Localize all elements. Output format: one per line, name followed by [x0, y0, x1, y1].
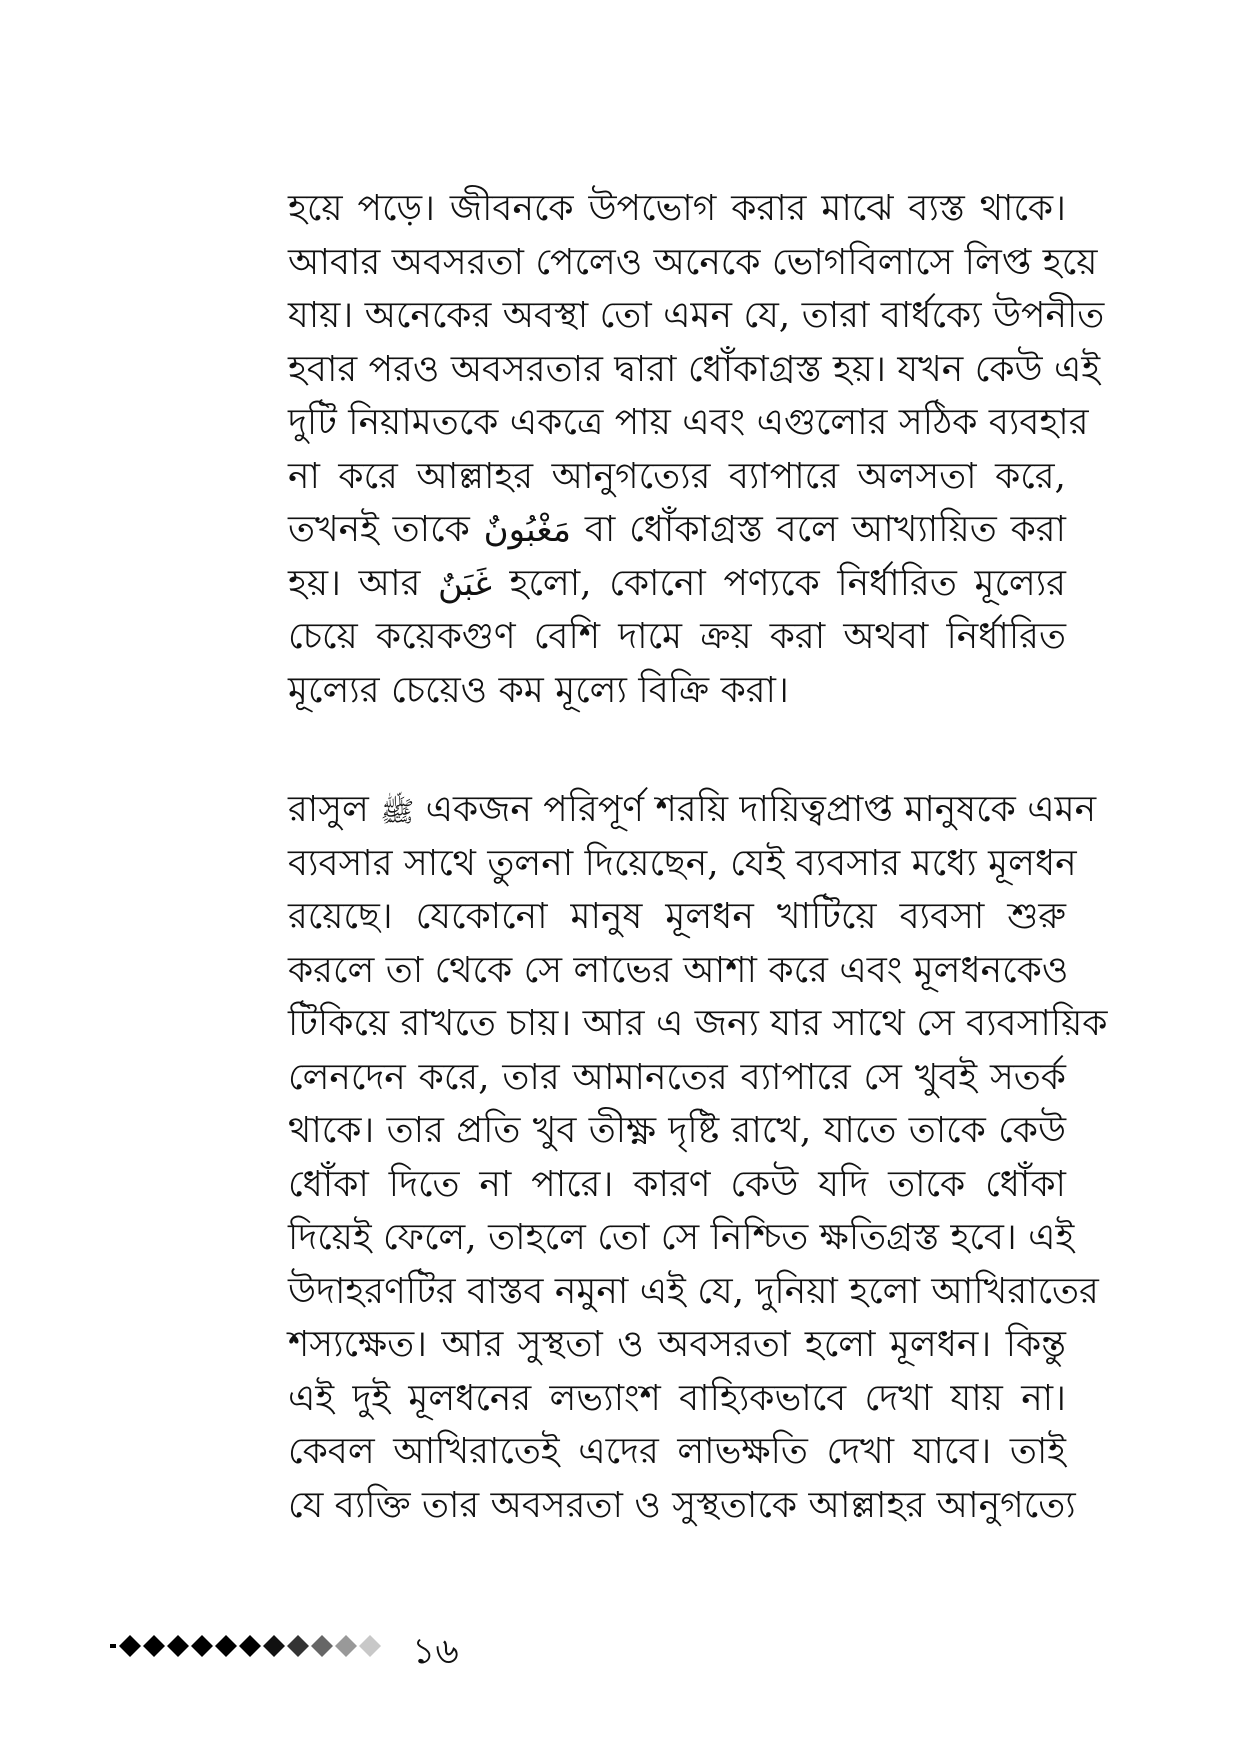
- ornament-diamond: [311, 1635, 333, 1657]
- text-line: না করে আল্লাহর আনুগত্যের ব্যাপারে অলসতা করে,: [288, 455, 1066, 497]
- text-line: টিকিয়ে রাখতে চায়। আর এ জন্য যার সাথে সে ব্যবসায়িক: [288, 1003, 1108, 1044]
- ornament-diamond: [335, 1635, 357, 1657]
- text-line: দিয়েই ফেলে, তাহলে তো সে নিশ্চিত ক্ষতিগ্রস্ত হবে। এই: [288, 1217, 1075, 1258]
- text-segment: বা ধোঁকাগ্রস্ত বলে আখ্যায়িত করা: [584, 509, 1066, 550]
- ornament-diamond: [359, 1635, 381, 1657]
- text-line: উদাহরণটির বাস্তব নমুনা এই যে, দুনিয়া হলো আখিরাতের: [288, 1270, 1099, 1312]
- text-line: [288, 503, 1066, 557]
- ornament-tick: [110, 1644, 116, 1648]
- text-segment: একজন পরিপূর্ণ শরয়ি দায়িত্বপ্রাপ্ত মানুষকে এমন: [425, 789, 1097, 830]
- page-footer: [110, 1628, 510, 1672]
- text-line: ধোঁকা দিতে না পারে। কারণ কেউ যদি তাকে ধোঁকা: [288, 1163, 1066, 1205]
- ornament-diamond: [191, 1635, 213, 1657]
- ornament-diamond: [167, 1635, 189, 1657]
- salawat-honorific-icon: ﷺ: [380, 795, 415, 828]
- text-line: মূল্যের চেয়েও কম মূল্যে বিক্রি করা।: [288, 669, 789, 711]
- text-line: দুটি নিয়ামতকে একত্রে পায় এবং এগুলোর সঠিক ব্যবহার: [288, 402, 1089, 443]
- arabic-term-maghbun: مَغْبُونٌ: [483, 510, 572, 550]
- text-line: হয়ে পড়ে। জীবনকে উপভোগ করার মাঝে ব্যস্ত থাকে।: [288, 188, 1066, 229]
- text-line: ব্যবসার সাথে তুলনা দিয়েছেন, যেই ব্যবসার মধ্যে মূলধন: [288, 842, 1077, 884]
- text-segment: তখনই তাকে: [288, 509, 470, 550]
- text-line: যে ব্যক্তি তার অবসরতা ও সুস্থতাকে আল্লাহর আনুগত্যে: [288, 1484, 1076, 1526]
- text-line: শস্যক্ষেত। আর সুস্থতা ও অবসরতা হলো মূলধন। কিন্তু: [288, 1324, 1066, 1365]
- text-line: [288, 783, 1097, 837]
- text-line: থাকে। তার প্রতি খুব তীক্ষ্ণ দৃষ্টি রাখে, যাতে তাকে কেউ: [288, 1110, 1066, 1151]
- ornament-diamond: [119, 1635, 141, 1657]
- arabic-term-ghaban: غَبَنٌ: [438, 563, 492, 604]
- text-line: কেবল আখিরাতেই এদের লাভক্ষতি দেখা যাবে। তাই: [288, 1431, 1066, 1472]
- text-line: লেনদেন করে, তার আমানতের ব্যাপারে সে খুবই সতর্ক: [288, 1056, 1066, 1098]
- page-number: ১৬: [412, 1631, 459, 1672]
- diamond-ornament-icon: [110, 1628, 400, 1664]
- text-line: চেয়ে কয়েকগুণ বেশি দামে ক্রয় করা অথবা নির্ধারিত: [288, 616, 1066, 657]
- ornament-diamond: [143, 1635, 165, 1657]
- ornament-diamond: [239, 1635, 261, 1657]
- text-line: হবার পরও অবসরতার দ্বারা ধোঁকাগ্রস্ত হয়। যখন কেউ এই: [288, 348, 1101, 390]
- ornament-diamond: [287, 1635, 309, 1657]
- text-line: এই দুই মূলধনের লভ্যাংশ বাহ্যিকভাবে দেখা যায় না।: [288, 1377, 1066, 1419]
- text-segment: হলো, কোনো পণ্যকে নির্ধারিত মূল্যের: [509, 562, 1066, 604]
- text-line: যায়। অনেকের অবস্থা তো এমন যে, তারা বার্ধক্যে উপনীত: [288, 295, 1105, 336]
- paragraph-2: [288, 783, 1108, 1532]
- text-segment: হয়। আর: [288, 562, 421, 604]
- text-segment: রাসুল: [288, 789, 369, 830]
- ornament-diamond: [215, 1635, 237, 1657]
- text-line: করলে তা থেকে সে লাভের আশা করে এবং মূলধনকেও: [288, 949, 1069, 991]
- text-line: রয়েছে। যেকোনো মানুষ মূলধন খাটিয়ে ব্যবসা শুরু: [288, 896, 1066, 937]
- text-line: [288, 557, 1066, 611]
- ornament-diamond: [263, 1635, 285, 1657]
- paragraph-1: [288, 182, 1105, 717]
- text-line: আবার অবসরতা পেলেও অনেকে ভোগবিলাসে লিপ্ত হয়ে: [288, 241, 1098, 283]
